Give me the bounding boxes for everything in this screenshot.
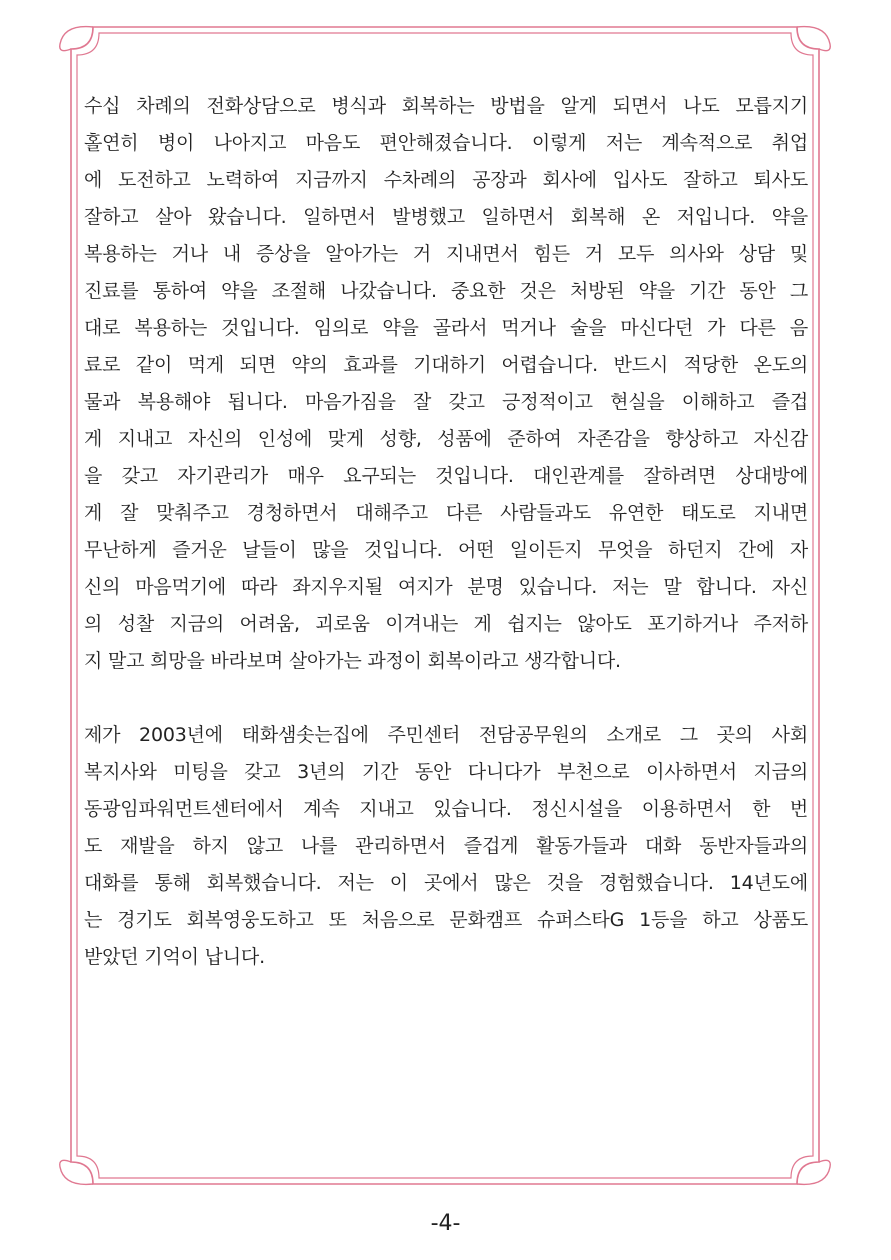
text-line: 무난하게 즐거운 날들이 많을 것입니다. 어떤 일이든지 무엇을 하던지 간에 자 <box>84 539 808 561</box>
text-line: 물과 복용해야 됩니다. 마음가짐을 잘 갖고 긍정적이고 현실을 이해하고 즐겁 <box>84 391 808 413</box>
text-line: 받았던 기억이 납니다. <box>84 946 265 968</box>
text-line: 신의 마음먹기에 따라 좌지우지될 여지가 분명 있습니다. 저는 말 합니다. 자신 <box>84 576 808 598</box>
text-line: 잘하고 살아 왔습니다. 일하면서 발병했고 일하면서 회복해 온 저입니다. 약을 <box>84 206 808 228</box>
text-line: 의 성찰 지금의 어려움, 괴로움 이겨내는 게 쉽지는 않아도 포기하거나 주저하 <box>84 613 808 635</box>
text-line: 복지사와 미팅을 갖고 3년의 기간 동안 다니다가 부천으로 이사하면서 지금의 <box>84 761 808 783</box>
paragraph-2 <box>84 717 808 976</box>
text-line: 게 지내고 자신의 인성에 맞게 성향, 성품에 준하여 자존감을 향상하고 자신감 <box>84 428 808 450</box>
text-line: 는 경기도 회복영웅도하고 또 처음으로 문화캠프 슈퍼스타G 1등을 하고 상품도 <box>84 909 808 931</box>
text-line: 제가 2003년에 태화샘솟는집에 주민센터 전담공무원의 소개로 그 곳의 사회 <box>84 724 808 746</box>
text-line: 수십 차례의 전화상담으로 병식과 회복하는 방법을 알게 되면서 나도 모릅지기 <box>84 95 808 117</box>
text-line: 동광임파워먼트센터에서 계속 지내고 있습니다. 정신시설을 이용하면서 한 번 <box>84 798 808 820</box>
text-line: 게 잘 맞춰주고 경청하면서 대해주고 다른 사람들과도 유연한 태도로 지내면 <box>84 502 808 524</box>
text-line: 진료를 통하여 약을 조절해 나갔습니다. 중요한 것은 처방된 약을 기간 동안 그 <box>84 280 808 302</box>
text-line: 지 말고 희망을 바라보며 살아가는 과정이 회복이라고 생각합니다. <box>84 650 621 672</box>
text-line: 대화를 통해 회복했습니다. 저는 이 곳에서 많은 것을 경험했습니다. 14년도에 <box>84 872 808 894</box>
text-line: 복용하는 거나 내 증상을 알아가는 거 지내면서 힘든 거 모두 의사와 상담 및 <box>84 243 808 265</box>
text-line: 도 재발을 하지 않고 나를 관리하면서 즐겁게 활동가들과 대화 동반자들과의 <box>84 835 808 857</box>
text-line: 대로 복용하는 것입니다. 임의로 약을 골라서 먹거나 술을 마신다던 가 다른 음 <box>84 317 808 339</box>
text-line: 료로 같이 먹게 되면 약의 효과를 기대하기 어렵습니다. 반드시 적당한 온도의 <box>84 354 808 376</box>
text-line: 홀연히 병이 나아지고 마음도 편안해졌습니다. 이렇게 저는 계속적으로 취업 <box>84 132 808 154</box>
paragraph-1 <box>84 88 808 680</box>
document-body <box>84 88 808 976</box>
text-line: 을 갖고 자기관리가 매우 요구되는 것입니다. 대인관계를 잘하려면 상대방에 <box>84 465 808 487</box>
page-number: -4- <box>430 1211 461 1236</box>
text-line: 에 도전하고 노력하여 지금까지 수차례의 공장과 회사에 입사도 잘하고 퇴사도 <box>84 169 808 191</box>
